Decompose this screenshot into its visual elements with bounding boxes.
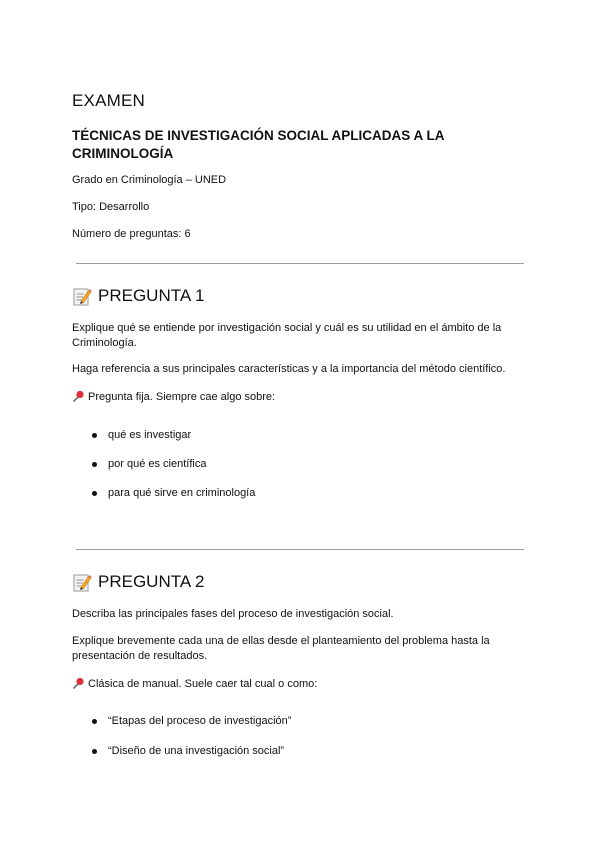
question-2-heading	[72, 572, 204, 592]
list-item-text: “Etapas del proceso de investigación”	[108, 715, 292, 727]
divider	[76, 549, 524, 550]
question-title: PREGUNTA 2	[98, 572, 205, 591]
list-item	[92, 745, 284, 757]
note-text: Clásica de manual. Suele caer tal cual o como:	[88, 677, 318, 690]
subject-title: TÉCNICAS DE INVESTIGACIÓN SOCIAL APLICADAS A LA CRIMINOLOGÍA	[72, 128, 445, 161]
degree-text: Grado en Criminología – UNED	[72, 174, 227, 186]
list-item-text: por qué es científica	[108, 458, 207, 470]
bullet-dot	[92, 719, 97, 724]
pushpin-icon	[72, 390, 85, 403]
question-1-heading	[72, 286, 204, 306]
list-item	[92, 715, 291, 727]
note-text: Pregunta fija. Siempre cae algo sobre:	[88, 390, 276, 403]
question-paragraph: Describa las principales fases del proceso de investigación social.	[72, 608, 394, 620]
question-note	[72, 677, 317, 690]
memo-icon	[72, 572, 92, 592]
question-paragraph: Explique brevemente cada una de ellas desde el planteamiento del problema hasta la presentación de resultados.	[72, 635, 490, 662]
bullet-dot	[92, 491, 97, 496]
list-item-text: “Diseño de una investigación social”	[108, 745, 285, 757]
divider	[76, 263, 524, 264]
memo-icon	[72, 286, 92, 306]
type-text: Tipo: Desarrollo	[72, 201, 150, 213]
list-item	[92, 429, 191, 441]
question-title: PREGUNTA 1	[98, 286, 205, 305]
pushpin-icon	[72, 677, 85, 690]
list-item-text: qué es investigar	[108, 429, 192, 441]
question-note	[72, 390, 275, 403]
question-paragraph: Explique qué se entiende por investigación social y cuál es su utilidad en el ámbito de la Criminología.	[72, 322, 502, 349]
list-item	[92, 487, 255, 499]
bullet-dot	[92, 749, 97, 754]
page-title: EXAMEN	[72, 91, 145, 110]
num-questions-text: Número de preguntas: 6	[72, 228, 191, 240]
list-item	[92, 458, 206, 470]
list-item-text: para qué sirve en criminología	[108, 487, 256, 499]
bullet-dot	[92, 433, 97, 438]
bullet-dot	[92, 462, 97, 467]
question-paragraph: Haga referencia a sus principales características y a la importancia del método científico.	[72, 363, 506, 375]
